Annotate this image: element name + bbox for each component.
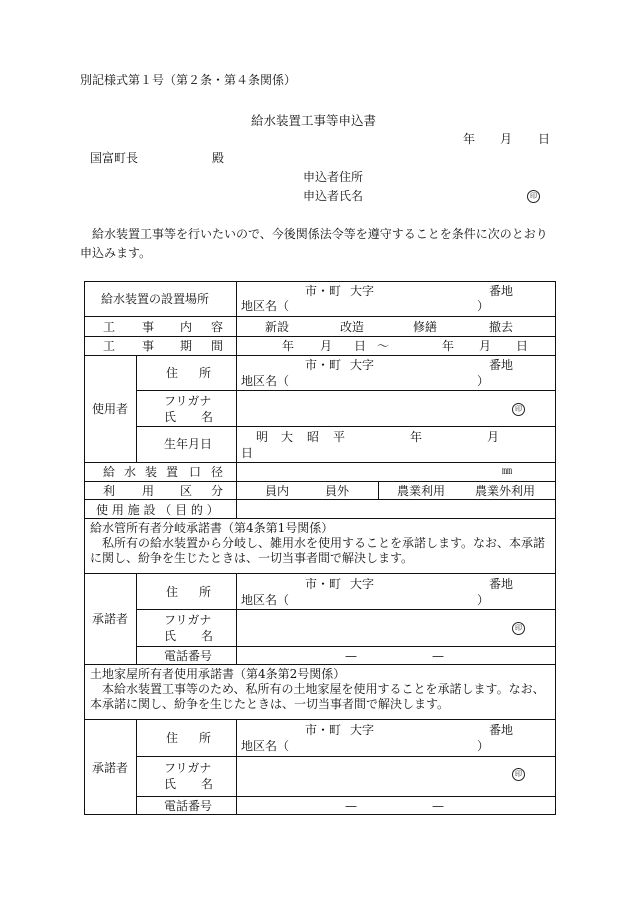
- consent2-oaza: 大字: [350, 723, 375, 737]
- user-address-label-2: 所: [199, 366, 212, 380]
- usage-member: 員内: [265, 484, 290, 498]
- consent2-furigana-label: フリガナ: [164, 761, 212, 775]
- location-city: 市・町: [305, 284, 342, 298]
- date-day-label: 日: [538, 132, 551, 146]
- usage-label-1: 利: [103, 484, 116, 498]
- birth-label: 生年月日: [164, 437, 213, 451]
- form-reference: 別記様式第１号（第２条・第４条関係）: [80, 73, 297, 87]
- usage-label-3: 区: [180, 484, 193, 498]
- diameter-label-1: 給: [103, 465, 116, 479]
- applicant-name-label: 申込者氏名: [303, 189, 364, 203]
- applicant-seal-icon: 印: [527, 190, 540, 203]
- era-meiji: 明: [256, 430, 269, 444]
- consent1-address-label-2: 所: [199, 585, 212, 599]
- facility-label: 使 用 施 設 （ 目 的 ）: [96, 503, 219, 517]
- user-paren-close: ）: [477, 374, 490, 388]
- work-type-label-2: 事: [142, 320, 155, 334]
- consent1-title: 給水管所有者分岐承諾書（第4条第1号関係）: [90, 521, 334, 535]
- consent2-seal-icon: 印: [512, 768, 525, 781]
- consent1-seal-icon: 印: [512, 622, 525, 635]
- document-title: 給水装置工事等申込書: [251, 113, 377, 128]
- birth-month: 月: [487, 430, 500, 444]
- usage-label-4: 分: [211, 484, 224, 498]
- period-tilde: ～: [377, 339, 390, 353]
- consent2-name-label-1: 氏: [164, 777, 177, 791]
- era-showa: 昭: [307, 430, 320, 444]
- work-type-label-1: 工: [103, 320, 116, 334]
- consent1-section: [90, 521, 552, 566]
- consent2-district: 地区名（: [241, 739, 290, 753]
- consent2-approver-label: 承諾者: [92, 761, 129, 775]
- consent2-phone-dash-2: —: [432, 799, 444, 813]
- location-district: 地区名（: [241, 299, 290, 313]
- location-label: 給水装置の設置場所: [101, 292, 210, 306]
- diameter-label-2: 水: [124, 465, 137, 479]
- consent1-address-label-1: 住: [166, 585, 179, 599]
- location-banchi: 番地: [489, 284, 514, 298]
- user-district: 地区名（: [241, 374, 290, 388]
- applicant-address-label: 申込者住所: [303, 170, 364, 184]
- consent1-body: 私所有の給水装置から分岐し、雑用水を使用することを承諾します。なお、本承諾に関し、紛争を生じたときは、一切当事者間で解決します。: [90, 536, 546, 565]
- consent2-body: 本給水装置工事等のため、私所有の土地家屋を使用することを承諾します。なお、本承諾に関し、紛争を生じたときは、一切当事者間で解決します。: [90, 682, 545, 711]
- period-label-2: 事: [142, 339, 155, 353]
- work-type-remove: 撤去: [489, 320, 514, 334]
- diameter-unit: ㎜: [502, 466, 512, 477]
- work-type-label-3: 内: [180, 320, 193, 334]
- intro-paragraph: 給水装置工事等を行いたいので、今後関係法令等を遵守することを条件に次のとおり申込みます。: [80, 227, 548, 260]
- period-start-month: 月: [320, 339, 333, 353]
- user-seal-icon: 印: [512, 403, 525, 416]
- consent1-phone-dash-2: —: [432, 649, 444, 663]
- consent1-paren-close: ）: [477, 593, 490, 607]
- period-label-1: 工: [103, 339, 116, 353]
- consent2-name-label-2: 名: [201, 777, 214, 791]
- work-type-new: 新設: [265, 320, 290, 334]
- user-furigana-label: フリガナ: [164, 394, 212, 408]
- consent1-phone-label: 電話番号: [164, 649, 213, 663]
- location-oaza: 大字: [350, 284, 375, 298]
- user-name-label-1: 氏: [164, 410, 177, 424]
- diameter-label-6: 径: [211, 465, 224, 479]
- consent1-name-label-1: 氏: [164, 629, 177, 643]
- usage-agri: 農業利用: [397, 484, 446, 498]
- work-type-modify: 改造: [340, 320, 365, 334]
- period-start-day: 日: [354, 339, 367, 353]
- diameter-label-3: 装: [145, 465, 158, 479]
- user-label: 使用者: [92, 402, 129, 416]
- consent2-city: 市・町: [305, 723, 342, 737]
- consent2-section: [90, 667, 552, 712]
- period-label-3: 期: [180, 339, 193, 353]
- consent2-address-label-2: 所: [199, 731, 212, 745]
- consent1-banchi: 番地: [489, 577, 514, 591]
- addressee: 国富町長: [90, 151, 139, 165]
- user-city: 市・町: [305, 358, 342, 372]
- era-heisei: 平: [333, 430, 346, 444]
- period-start-year: 年: [282, 339, 295, 353]
- birth-day: 日: [241, 446, 254, 460]
- period-end-year: 年: [442, 339, 455, 353]
- era-taisho: 大: [281, 430, 294, 444]
- consent1-name-label-2: 名: [201, 629, 214, 643]
- user-banchi: 番地: [489, 358, 514, 372]
- consent2-address-label-1: 住: [166, 731, 179, 745]
- consent2-banchi: 番地: [489, 723, 514, 737]
- usage-nonagri: 農業外利用: [475, 484, 536, 498]
- consent1-furigana-label: フリガナ: [164, 613, 212, 627]
- consent1-phone-dash-1: —: [345, 649, 357, 663]
- consent2-phone-label: 電話番号: [164, 799, 213, 813]
- usage-nonmember: 員外: [325, 484, 350, 498]
- date-year-label: 年: [463, 132, 476, 146]
- usage-label-2: 用: [142, 484, 155, 498]
- honorific: 殿: [212, 151, 225, 165]
- period-label-4: 間: [211, 339, 224, 353]
- consent1-oaza: 大字: [350, 577, 375, 591]
- consent2-phone-dash-1: —: [345, 799, 357, 813]
- birth-year: 年: [410, 430, 423, 444]
- period-end-day: 日: [516, 339, 529, 353]
- consent2-paren-close: ）: [477, 739, 490, 753]
- work-type-label-4: 容: [211, 320, 224, 334]
- consent1-district: 地区名（: [241, 593, 290, 607]
- diameter-label-5: 口: [189, 465, 202, 479]
- consent1-city: 市・町: [305, 577, 342, 591]
- work-type-repair: 修繕: [413, 320, 438, 334]
- period-end-month: 月: [479, 339, 492, 353]
- date-month-label: 月: [500, 132, 513, 146]
- user-name-label-2: 名: [201, 410, 214, 424]
- consent2-title: 土地家屋所有者使用承諾書（第4条第2号関係）: [90, 667, 346, 681]
- diameter-label-4: 置: [166, 465, 179, 479]
- user-address-label-1: 住: [166, 366, 179, 380]
- consent1-approver-label: 承諾者: [92, 612, 129, 626]
- user-oaza: 大字: [350, 358, 375, 372]
- location-paren-close: ）: [477, 299, 490, 313]
